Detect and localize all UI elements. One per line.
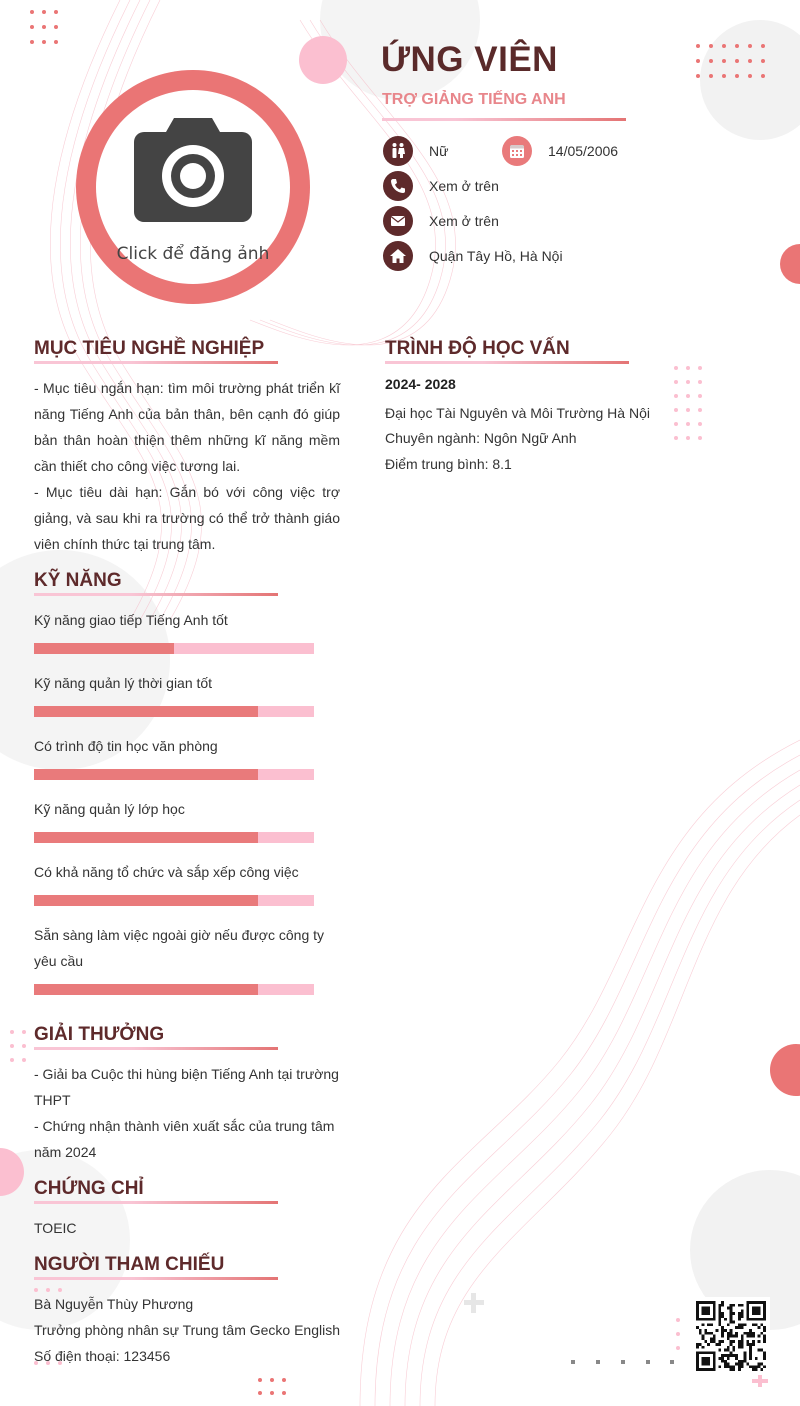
reference-role[interactable]: Trưởng phòng nhân sự Trung tâm Gecko English: [34, 1322, 341, 1338]
skill-label[interactable]: Có khả năng tổ chức và sắp xếp công việc: [34, 864, 299, 880]
skill-bar: [34, 984, 314, 995]
gender-value: Nữ: [429, 143, 449, 159]
avatar[interactable]: [76, 70, 310, 304]
certificates-heading[interactable]: CHỨNG CHỈ: [34, 1178, 144, 1199]
education-underline: [385, 361, 629, 364]
education-school[interactable]: Đại học Tài Nguyên và Môi Trường Hà Nội: [385, 405, 650, 421]
skill-bar-fill: [34, 984, 258, 995]
gender-row[interactable]: [383, 136, 448, 166]
skill-bar: [34, 832, 314, 843]
education-heading[interactable]: TRÌNH ĐỘ HỌC VẤN: [385, 338, 570, 359]
objective-heading[interactable]: MỤC TIÊU NGHỀ NGHIỆP: [34, 338, 265, 359]
awards-heading[interactable]: GIẢI THƯỞNG: [34, 1024, 165, 1045]
objective-short-term[interactable]: - Mục tiêu ngắn hạn: tìm môi trường phát triển kĩ năng Tiếng Anh của bản thân, bên cạnh đó giúp bản thân hoàn thiện thêm những kĩ năng mềm cần thiết cho công việc tương lai.: [34, 380, 340, 474]
birthday-value: 14/05/2006: [548, 143, 619, 159]
skills-underline: [34, 593, 278, 596]
skills-heading[interactable]: KỸ NĂNG: [34, 570, 122, 591]
references-heading[interactable]: NGƯỜI THAM CHIẾU: [34, 1254, 225, 1275]
email-value: Xem ở trên: [429, 213, 499, 229]
skill-label[interactable]: Kỹ năng quản lý thời gian tốt: [34, 675, 213, 691]
skill-bar: [34, 706, 314, 717]
certificates-underline: [34, 1201, 278, 1204]
qr-code: [692, 1297, 770, 1375]
objective-long-term[interactable]: - Mục tiêu dài hạn: Gắn bó với công việc trợ giảng, và sau khi ra trường có thể trở thành giáo viên chính thức tại trung tâm.: [34, 484, 340, 552]
education-major[interactable]: Chuyên ngành: Ngôn Ngữ Anh: [385, 430, 577, 446]
award-item[interactable]: - Giải ba Cuộc thi hùng biện Tiếng Anh tại trường THPT: [34, 1066, 339, 1108]
award-item[interactable]: - Chứng nhận thành viên xuất sắc của trung tâm năm 2024: [34, 1118, 335, 1160]
education-years[interactable]: 2024- 2028: [385, 376, 456, 392]
calendar-icon: [502, 136, 532, 166]
skill-label[interactable]: Sẵn sàng làm việc ngoài giờ nếu được công ty yêu cầu: [34, 927, 325, 969]
title-underline: [382, 118, 626, 121]
phone-row[interactable]: [383, 171, 499, 201]
address-row[interactable]: [383, 241, 563, 271]
objective-underline: [34, 361, 278, 364]
email-icon: [383, 206, 413, 236]
certificate-item[interactable]: TOEIC: [34, 1220, 77, 1236]
phone-icon: [383, 171, 413, 201]
skill-bar-fill: [34, 706, 258, 717]
skill-label[interactable]: Kỹ năng quản lý lớp học: [34, 801, 185, 817]
email-row[interactable]: [383, 206, 499, 236]
skill-label[interactable]: Có trình độ tin học văn phòng: [34, 738, 218, 754]
reference-name[interactable]: Bà Nguyễn Thùy Phương: [34, 1296, 194, 1312]
avatar-upload-label: Click để đăng ảnh: [116, 244, 270, 264]
references-underline: [34, 1277, 278, 1280]
awards-underline: [34, 1047, 278, 1050]
skill-bar-fill: [34, 895, 258, 906]
candidate-name[interactable]: ỨNG VIÊN: [381, 40, 558, 79]
skill-bar: [34, 643, 314, 654]
home-icon: [383, 241, 413, 271]
address-value: Quận Tây Hồ, Hà Nội: [429, 248, 563, 264]
skill-bar-fill: [34, 643, 174, 654]
skill-bar: [34, 895, 314, 906]
qr-code-image: [696, 1301, 766, 1371]
skill-bar: [34, 769, 314, 780]
phone-value: Xem ở trên: [429, 178, 499, 194]
camera-icon: [134, 118, 252, 222]
skill-label[interactable]: Kỹ năng giao tiếp Tiếng Anh tốt: [34, 612, 228, 628]
birthday-row[interactable]: [502, 136, 618, 166]
avatar-upload-area[interactable]: [96, 90, 290, 284]
skill-bar-fill: [34, 769, 258, 780]
job-position[interactable]: TRỢ GIẢNG TIẾNG ANH: [382, 91, 566, 108]
education-gpa[interactable]: Điểm trung bình: 8.1: [385, 456, 512, 472]
gender-icon: [383, 136, 413, 166]
reference-phone[interactable]: Số điện thoại: 123456: [34, 1348, 171, 1364]
skill-bar-fill: [34, 832, 258, 843]
